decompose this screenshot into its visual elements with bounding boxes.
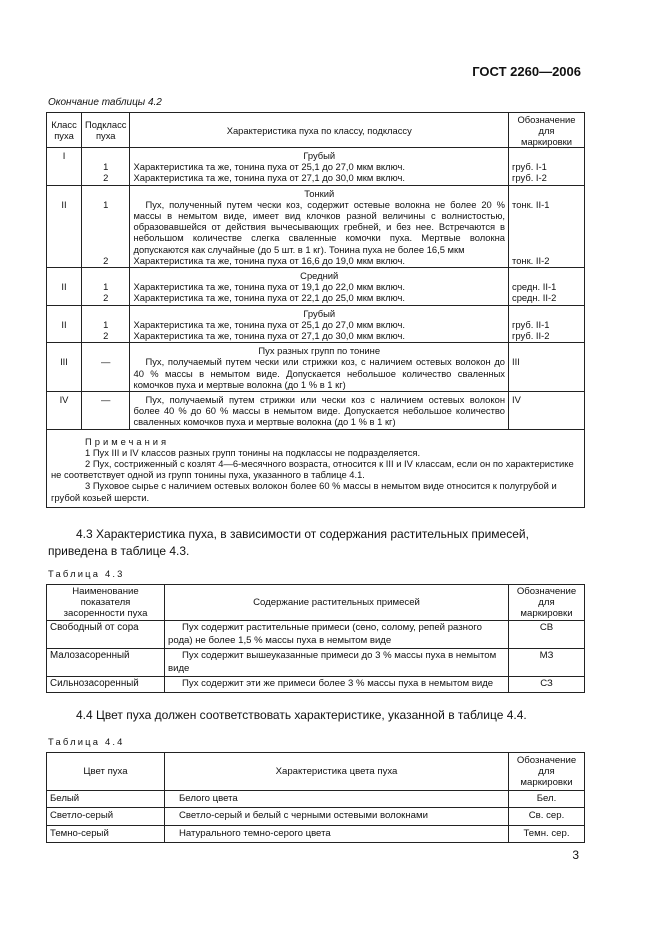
table-header-row: [47, 113, 585, 148]
page-number: 3: [572, 848, 579, 862]
col-header-color: Цвет пуха: [47, 753, 165, 791]
sub-text: Характеристика та же, тонина пуха от 19,1 до 22,0 мкм включ.: [133, 281, 405, 293]
table-row: [47, 677, 585, 693]
table-row: [47, 343, 585, 392]
marking-cell: Бел.: [509, 791, 585, 808]
content-cell: Пух содержит эти же примеси более 3 % массы пуха в немытом виде: [165, 677, 509, 693]
col-header-marking: Обозначение для маркировки: [509, 585, 585, 621]
marking-cell: Св. сер.: [509, 808, 585, 825]
marking-cell: СЗ: [509, 677, 585, 693]
table-row: [47, 392, 585, 430]
marking-cell: груб. II-1 груб. II-2: [509, 305, 585, 343]
marking-cell: средн. II-1 средн. II-2: [509, 268, 585, 306]
paragraph-4-3: 4.3 Характеристика пуха, в зависимости от содержания растительных примесей, приведена в таблице 4.3.: [48, 527, 529, 558]
color-cell: Темно-серый: [47, 825, 165, 842]
table-header-row: [47, 753, 585, 791]
description-cell: Тонкий Пух, полученный путем чески коз, содержит остевые волокна не более 20 % массы в немытом виде, имеет вид клочков разной величины с волнистостью, образовавшейся от действия вычесывающих гребней, и без нее. Встречаются в небольшом количестве слегка сваленные комочки пуха. Мертвые волокна допускаются как случайные (до 5 шт. в 1 кг). Тонина пуха не более 16,5 мкм Характеристика та же, тонина пуха от 16,6 до 19,0 мкм включ.: [130, 185, 509, 267]
note-1: 1 Пух III и IV классов разных групп тонины на подклассы не подразделяется.: [85, 446, 421, 458]
name-cell: Малозасоренный: [47, 649, 165, 677]
sub-text: Пух, получаемый путем стрижки или чески коз с наличием остевых волокон более 40 % до 60 % массы в немытом виде. Допускается небольшое количество сваленных комочков пуха и мертвые волокна (до 1 % в 1 кг): [133, 394, 505, 428]
color-cell: Белый: [47, 791, 165, 808]
subclass-cell: 1 2: [82, 185, 130, 267]
subclass-cell: 1 2: [82, 268, 130, 306]
paragraph-4-4: 4.4 Цвет пуха должен соответствовать характеристике, указанной в таблице 4.4.: [76, 708, 527, 722]
subclass-cell: 1 2: [82, 148, 130, 186]
table-4-2-caption: Окончание таблицы 4.2: [48, 97, 162, 108]
table-row: [47, 621, 585, 649]
marking-cell: IV: [509, 392, 585, 430]
description-cell: Грубый Характеристика та же, тонина пуха от 25,1 до 27,0 мкм включ. Характеристика та же, тонина пуха от 27,1 до 30,0 мкм включ.: [130, 148, 509, 186]
description-cell: Белого цвета: [165, 791, 509, 808]
notes-heading: Примечания: [85, 435, 170, 447]
col-header-content: Содержание растительных примесей: [165, 585, 509, 621]
marking-cell: тонк. II-1 тонк. II-2: [509, 185, 585, 267]
sub-text: Характеристика та же, тонина пуха от 27,1 до 30,0 мкм включ.: [133, 172, 405, 184]
col-header-subclass: Подкласс пуха: [82, 113, 130, 148]
table-4-3-caption: Таблица 4.3: [48, 568, 125, 579]
marking-cell: груб. I-1 груб. I-2: [509, 148, 585, 186]
name-cell: Сильнозасоренный: [47, 677, 165, 693]
content-cell: Пух содержит растительные примеси (сено, солому, репей разного рода) не более 1,5 % массы пуха в немытом виде: [165, 621, 509, 649]
class-cell: III: [47, 343, 82, 392]
sub-text: Характеристика та же, тонина пуха от 16,6 до 19,0 мкм включ.: [133, 254, 405, 266]
notes-row: [47, 429, 585, 507]
subclass-cell: —: [82, 343, 130, 392]
class-cell: II: [47, 305, 82, 343]
class-cell: IV: [47, 392, 82, 430]
col-header-marking: Обозначение для маркировки: [509, 753, 585, 791]
subclass-cell: —: [82, 392, 130, 430]
table-4-4-caption: Таблица 4.4: [48, 736, 125, 747]
name-cell: Свободный от сора: [47, 621, 165, 649]
table-row: [47, 649, 585, 677]
table-row: [47, 185, 585, 267]
table-4-4: [46, 752, 585, 843]
sub-text: Характеристика та же, тонина пуха от 22,1 до 25,0 мкм включ.: [133, 292, 405, 304]
sub-text: Характеристика та же, тонина пуха от 25,1 до 27,0 мкм включ.: [133, 161, 405, 173]
marking-cell: Темн. сер.: [509, 825, 585, 842]
color-cell: Светло-серый: [47, 808, 165, 825]
table-row: [47, 808, 585, 825]
standard-number: ГОСТ 2260—2006: [472, 64, 581, 79]
description-cell: Грубый Характеристика та же, тонина пуха от 25,1 до 27,0 мкм включ. Характеристика та же, тонина пуха от 27,1 до 30,0 мкм включ.: [130, 305, 509, 343]
table-row: [47, 825, 585, 842]
table-row: [47, 268, 585, 306]
sub-text: Характеристика та же, тонина пуха от 25,1 до 27,0 мкм включ.: [133, 318, 405, 330]
col-header-description: Характеристика цвета пуха: [165, 753, 509, 791]
notes-cell: [47, 429, 585, 507]
note-3: 3 Пуховое сырье с наличием остевых волокон более 60 % массы в немытом виде относится к полугрубой и грубой козьей шерсти.: [51, 480, 557, 503]
col-header-class: Класс пуха: [47, 113, 82, 148]
description-cell: Светло-серый и белый с черными остевыми волокнами: [165, 808, 509, 825]
col-header-description: Характеристика пуха по классу, подклассу: [130, 113, 509, 148]
col-header-marking: Обозначение для маркировки: [509, 113, 585, 148]
table-row: [47, 148, 585, 186]
table-row: [47, 305, 585, 343]
marking-cell: III: [509, 343, 585, 392]
note-2: 2 Пух, состриженный с козлят 4—6-месячного возраста, относится к III и IV классам, если он по характеристике не соответствует одной из групп тонины пуха, указанного в таблице 4.1.: [51, 458, 574, 481]
sub-text: Пух, получаемый путем чески или стрижки коз, с наличием остевых волокон до 40 % массы в немытом виде. Допускается небольшое количество сваленных комочков пуха и мертвые волокна (до 1 % в 1 кг): [133, 356, 505, 390]
description-cell: [130, 392, 509, 430]
table-header-row: [47, 585, 585, 621]
table-4-3: [46, 584, 585, 693]
col-header-name: Наименование показателя засоренности пуха: [47, 585, 165, 621]
description-cell: Пух разных групп по тонине Пух, получаемый путем чески или стрижки коз, с наличием остевых волокон до 40 % массы в немытом виде. Допускается небольшое количество сваленных комочков пуха и мертвые волокна (до 1 % в 1 кг): [130, 343, 509, 392]
description-cell: Средний Характеристика та же, тонина пуха от 19,1 до 22,0 мкм включ. Характеристика та же, тонина пуха от 22,1 до 25,0 мкм включ.: [130, 268, 509, 306]
class-cell: II: [47, 185, 82, 267]
subclass-cell: 1 2: [82, 305, 130, 343]
class-cell: II: [47, 268, 82, 306]
class-cell: I: [47, 148, 82, 186]
sub-text: Характеристика та же, тонина пуха от 27,1 до 30,0 мкм включ.: [133, 330, 405, 342]
table-4-2: [46, 112, 585, 508]
marking-cell: СВ: [509, 621, 585, 649]
content-cell: Пух содержит вышеуказанные примеси до 3 % массы пуха в немытом виде: [165, 649, 509, 677]
marking-cell: МЗ: [509, 649, 585, 677]
table-row: [47, 791, 585, 808]
description-cell: Натурального темно-серого цвета: [165, 825, 509, 842]
sub-text: Пух, полученный путем чески коз, содержит остевые волокна не более 20 % массы в немытом виде, имеет вид клочков разной величины с волнистостью, образовавшейся от действия вычесывающих гребней, и без нее. Встречаются в небольшом количестве слегка сваленные комочки пуха. Мертвые волокна допускаются как случайные (до 5 шт. в 1 кг). Тонина пуха не более 16,5 мкм: [133, 198, 505, 255]
